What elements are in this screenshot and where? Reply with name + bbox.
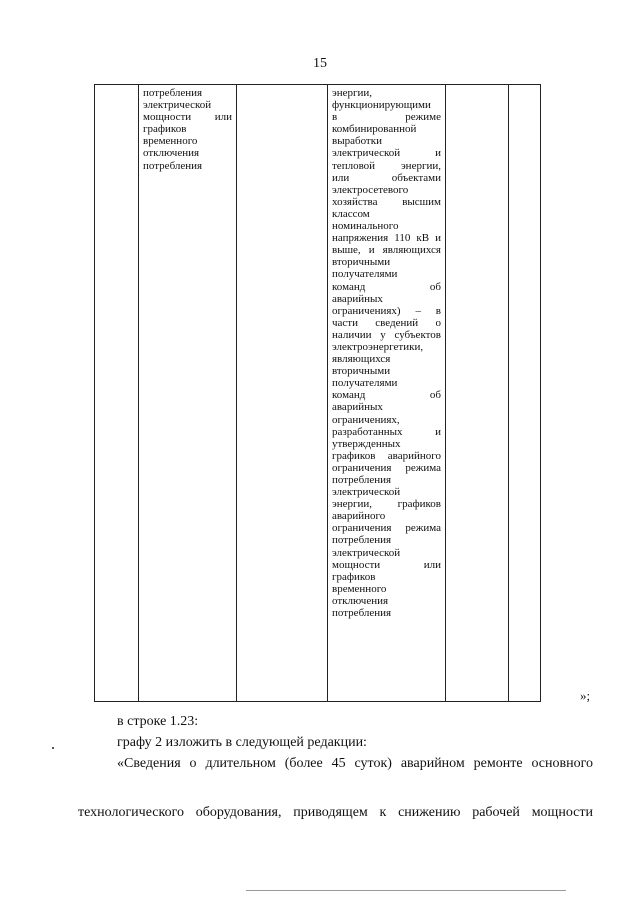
paragraph-row-ref: в строке 1.23: [117,714,199,729]
cell-line: хозяйства высшим [332,195,441,208]
table-cell-col2 [139,85,237,702]
cell-line: функционирующими [332,99,431,112]
cell-line: наличии у субъектов [332,328,441,341]
cell-line: временного [332,582,387,595]
cell-line: графиков аварийного [332,449,441,462]
cell-line: электрической и [332,147,441,160]
cell-line: разработанных и [332,425,441,438]
cell-line: тепловой энергии, [332,159,441,172]
cell-line: ограничения режима [332,522,441,535]
cell-line: отключения [332,594,389,607]
cell-line: команд об [332,389,441,402]
cell-line: в режиме [332,111,441,124]
cell-line: временного [143,135,198,148]
cell-line: аварийных [332,292,383,305]
cell-line: или объектами [332,171,441,184]
cell-line: мощности или [332,558,441,571]
cell-line: классом [332,207,370,220]
cell-line: получателями [332,377,398,390]
cell-line: ограничения режима [332,461,441,474]
cell-line: электрической [332,546,401,559]
cell-line: мощности или [143,111,232,124]
cell-line: номинального [332,220,399,233]
cell-line: графиков [143,123,187,136]
cell-line: вторичными [332,256,391,269]
cell-line: потребления [143,159,203,172]
paragraph-quote-start: «Сведения о длительном (более 45 суток) аварийном ремонте основного [117,756,593,771]
cell-line: получателями [332,268,398,281]
cell-line: потребления [332,534,392,547]
cell-line: ограничениях) – в [332,304,441,317]
cell-text-col4 [332,87,441,619]
paragraph-instruction: графу 2 изложить в следующей редакции: [117,735,367,750]
cell-line: являющихся [332,353,391,366]
table-cell-col5 [446,85,509,702]
cell-line: потребления [332,474,392,486]
cell-line: электросетевого [332,183,409,196]
cell-line: потребления [332,607,392,620]
paragraph-quote-continued: технологического оборудования, приводящем к снижению рабочей мощности [78,805,593,820]
cell-line: отключения [143,147,200,160]
cell-line: ограничениях, [332,413,400,426]
cell-line: потребления [143,87,203,99]
cell-line: команд об [332,280,441,293]
cell-line: части сведений о [332,316,441,329]
cell-line: энергии, [332,87,373,99]
cell-line: энергии, графиков [332,498,441,511]
cell-line: электрической [143,99,212,112]
cell-line: напряжения 110 кВ и [332,232,441,245]
table-cell-col6 [509,85,541,702]
cell-line: аварийных [332,401,383,414]
cell-line: графиков [332,570,376,583]
closing-quote-mark: »; [580,688,591,703]
scan-speck [52,747,54,749]
page-number: 15 [313,56,327,71]
cell-line: электроэнергетики, [332,340,424,353]
table-row [95,85,541,702]
cell-line: выше, и являющихся [332,244,441,257]
cell-line: комбинированной [332,123,417,136]
cell-line: аварийного [332,510,386,523]
cell-text-col2 [143,87,232,172]
cell-line: электрической [332,486,401,499]
cell-line: вторичными [332,365,391,378]
table-cell-col1 [95,85,139,702]
table-cell-col3 [237,85,328,702]
document-table [94,84,541,702]
cell-line: выработки [332,135,382,148]
cell-line: утвержденных [332,437,401,450]
bottom-scan-line [246,890,566,891]
table-cell-col4 [328,85,446,702]
